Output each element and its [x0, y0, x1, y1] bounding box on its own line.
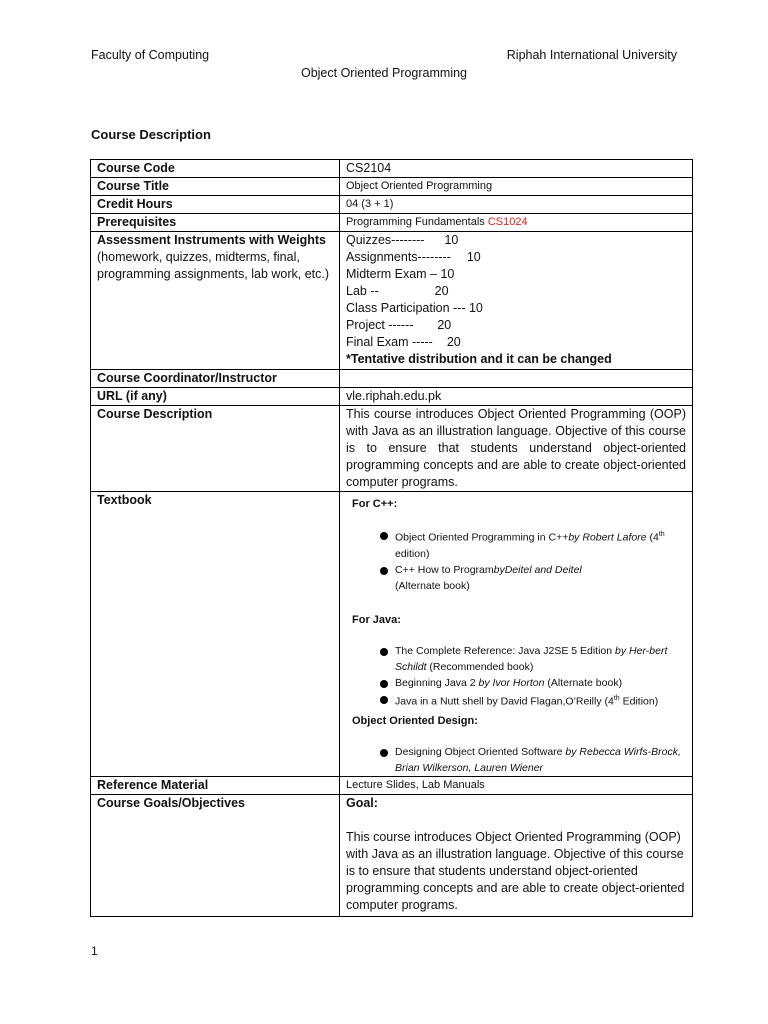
prerequisites-label: Prerequisites [91, 214, 340, 232]
list-item: Beginning Java 2 by Ivor Horton (Alternate book) [380, 675, 686, 691]
assessment-item: Class Participation --- 10 [346, 301, 483, 315]
header-course-name: Object Oriented Programming [300, 66, 468, 80]
list-item: Object Oriented Programming in C++by Robert Lafore (4th edition) [380, 527, 686, 562]
assessment-values [340, 232, 693, 370]
url-value: vle.riphah.edu.pk [340, 388, 693, 406]
course-goals-label: Course Goals/Objectives [91, 795, 340, 917]
header-university: Riphah International University [506, 48, 677, 62]
assessment-item: Final Exam ----- 20 [346, 335, 461, 349]
table-row [91, 406, 693, 492]
cpp-heading: For C++: [352, 498, 398, 510]
assessment-sublabel: (homework, quizzes, midterms, final, programming assignments, lab work, etc.) [97, 250, 330, 281]
goal-heading: Goal: [346, 796, 378, 810]
header-faculty: Faculty of Computing [91, 48, 210, 62]
assessment-item: Lab -- 20 [346, 284, 449, 298]
assessment-item: Assignments-------- 10 [346, 250, 481, 264]
table-row [91, 196, 693, 214]
table-row [91, 178, 693, 196]
assessment-note: *Tentative distribution and it can be changed [346, 352, 612, 366]
table-row [91, 388, 693, 406]
java-heading: For Java: [352, 613, 401, 626]
list-item: The Complete Reference: Java J2SE 5 Edition by Her-bert Schildt (Recommended book) [380, 643, 686, 675]
course-title-label: Course Title [91, 178, 340, 196]
assessment-item: Quizzes-------- 10 [346, 233, 459, 247]
reference-material-label: Reference Material [91, 777, 340, 795]
page-number: 1 [91, 944, 98, 958]
course-description-label: Course Description [91, 406, 340, 492]
list-item: Java in a Nutt shell by David Flagan,O’Reilly (4th Edition) [380, 691, 686, 710]
textbook-values [340, 492, 693, 777]
prerequisite-code: CS1024 [487, 216, 528, 228]
url-label: URL (if any) [91, 388, 340, 406]
coordinator-value [340, 370, 693, 388]
prerequisite-name: Programming Fundamentals [346, 216, 485, 228]
table-row [91, 214, 693, 232]
section-title: Course Description [91, 127, 211, 142]
table-row [91, 777, 693, 795]
course-title-value: Object Oriented Programming [340, 178, 693, 196]
goal-text: This course introduces Object Oriented Programming (OOP) with Java as an illustration language. Objective of this course is to ensure that students understand object-oriented programming concepts and are able to create object-oriented computer programs. [346, 830, 685, 912]
cpp-book-list [346, 527, 686, 594]
java-book-list [346, 643, 686, 710]
ood-heading: Object Oriented Design: [352, 715, 478, 727]
ood-book-list [346, 744, 686, 776]
prerequisites-value [340, 214, 693, 232]
assessment-item: Midterm Exam – 10 [346, 267, 455, 281]
course-table [90, 159, 693, 917]
course-code-label: Course Code [91, 160, 340, 178]
assessment-label: Assessment Instruments with Weights [97, 233, 326, 247]
assessment-label-cell [91, 232, 340, 370]
list-item: Designing Object Oriented Software by Rebecca Wirfs-Brock, Brian Wilkerson, Lauren Wiener [380, 744, 686, 776]
table-row [91, 492, 693, 777]
table-row [91, 232, 693, 370]
table-row [91, 160, 693, 178]
credit-hours-value: 04 (3 + 1) [340, 196, 693, 214]
table-row [91, 370, 693, 388]
credit-hours-label: Credit Hours [91, 196, 340, 214]
reference-material-value: Lecture Slides, Lab Manuals [340, 777, 693, 795]
textbook-label: Textbook [91, 492, 340, 777]
course-description-value: This course introduces Object Oriented Programming (OOP) with Java as an illustration language. Objective of this course is to ensure that students understand object-oriented programming concepts and are able to create object-oriented computer programs. [340, 406, 693, 492]
assessment-item: Project ------ 20 [346, 318, 452, 332]
list-item: C++ How to ProgrambyDeitel and Deitel (Alternate book) [380, 562, 686, 594]
coordinator-label: Course Coordinator/Instructor [91, 370, 340, 388]
table-row [91, 795, 693, 917]
course-goals-values [340, 795, 693, 917]
course-code-value: CS2104 [340, 160, 693, 178]
